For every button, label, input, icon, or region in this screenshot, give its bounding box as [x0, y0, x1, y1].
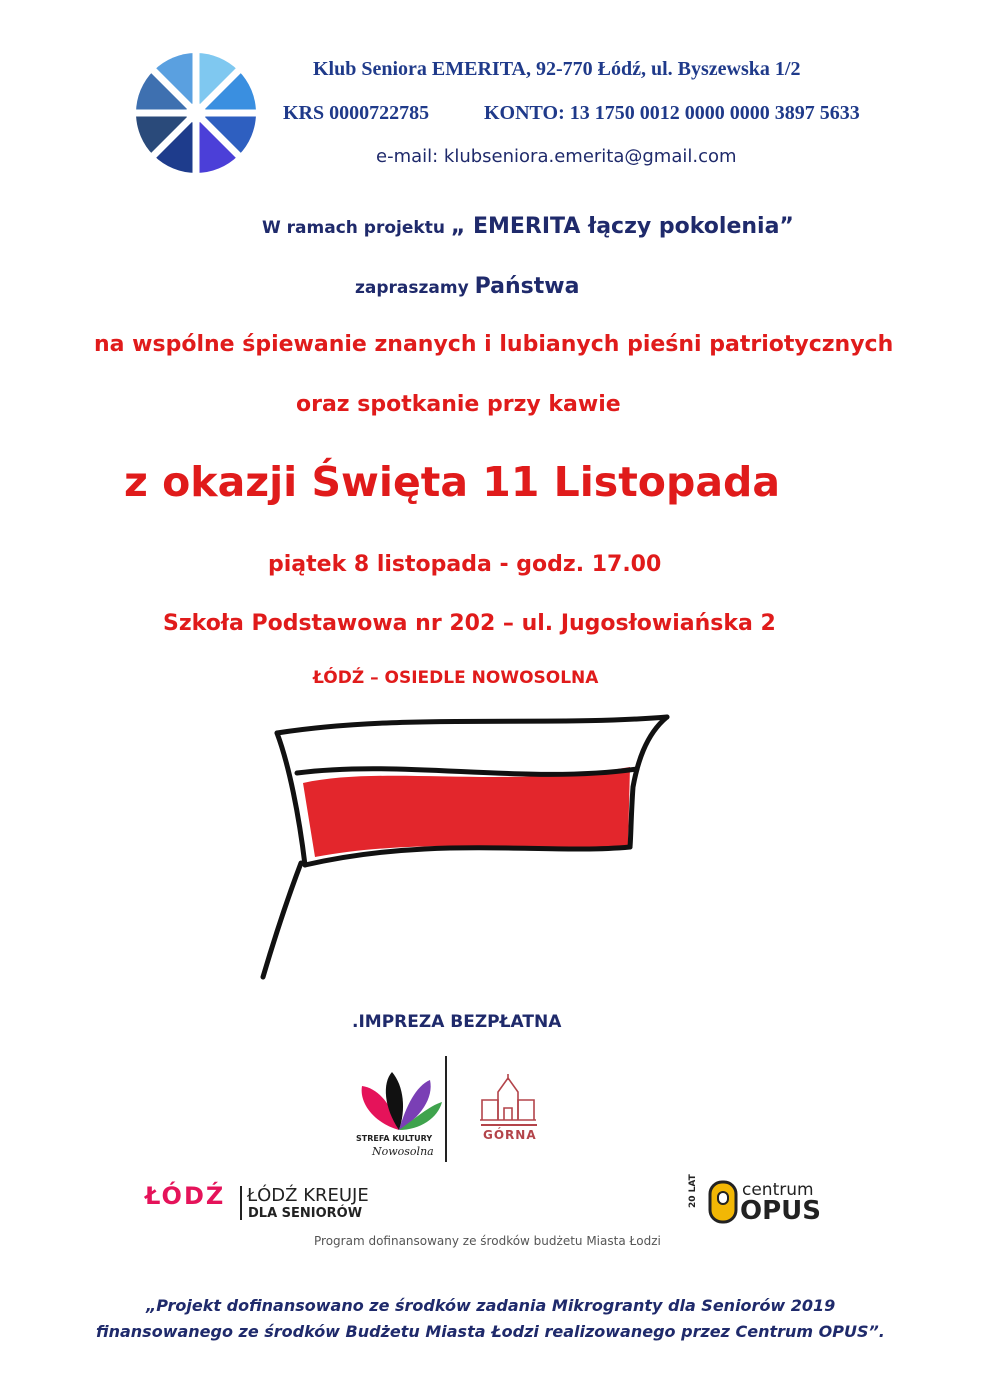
logo-divider [445, 1056, 447, 1162]
program-funding-note: Program dofinansowany ze środków budżetu Miasta Łodzi [314, 1234, 661, 1248]
event-description: na wspólne śpiewanie znanych i lubianych pieśni patriotycznych [94, 332, 894, 357]
footer-line-1: „Projekt dofinansowano ze środków zadania Mikrogranty dla Seniorów 2019 [146, 1296, 836, 1315]
event-place: Szkoła Podstawowa nr 202 – ul. Jugosłowiańska 2 [163, 611, 776, 636]
event-date: piątek 8 listopada - godz. 17.00 [268, 552, 662, 577]
project-intro [262, 214, 794, 239]
strefa-kultury-script: Nowosolna [372, 1145, 434, 1158]
opus-logo-icon [708, 1180, 738, 1224]
lodz-logo: ŁÓDŹ [145, 1182, 226, 1210]
invitation-word: Państwa [474, 274, 580, 299]
strefa-kultury-label: STREFA KULTURY [356, 1134, 433, 1143]
project-name: „ EMERITA łączy pokolenia” [450, 214, 794, 239]
polish-flag-icon [245, 705, 685, 995]
event-title: z okazji Święta 11 Listopada [124, 458, 780, 506]
gorna-underline [481, 1124, 537, 1126]
header-krs: KRS 0000722785 [283, 102, 430, 124]
project-intro-prefix: W ramach projektu [262, 218, 451, 238]
footer-line-2: finansowanego ze środków Budżetu Miasta Łodzi realizowanego przez Centrum OPUS”. [96, 1322, 885, 1341]
header-bank-account: KONTO: 13 1750 0012 0000 0000 3897 5633 [484, 102, 860, 124]
emerita-logo-icon [135, 52, 257, 174]
event-coffee: oraz spotkanie przy kawie [296, 392, 621, 417]
lodz-kreuje-label: ŁÓDŹ KREUJE [247, 1185, 369, 1206]
strefa-kultury-logo-icon [354, 1068, 444, 1138]
opus-bottom-label: OPUS [740, 1196, 821, 1226]
invitation [355, 274, 579, 299]
header-email: e-mail: klubseniora.emerita@gmail.com [376, 146, 737, 167]
free-entry: .IMPREZA BEZPŁATNA [352, 1012, 562, 1032]
invitation-prefix: zapraszamy [355, 278, 475, 298]
gorna-church-icon [478, 1072, 538, 1124]
opus-top-label: centrum [742, 1180, 814, 1200]
event-city: ŁÓDŹ – OSIEDLE NOWOSOLNA [313, 668, 599, 688]
dla-seniorow-label: DLA SENIORÓW [248, 1206, 363, 1221]
header-club-address: Klub Seniora EMERITA, 92-770 Łódź, ul. Byszewska 1/2 [313, 58, 801, 80]
kreuje-divider [240, 1186, 242, 1220]
gorna-label: GÓRNA [483, 1128, 537, 1142]
opus-years: 20 LAT [688, 1174, 698, 1208]
